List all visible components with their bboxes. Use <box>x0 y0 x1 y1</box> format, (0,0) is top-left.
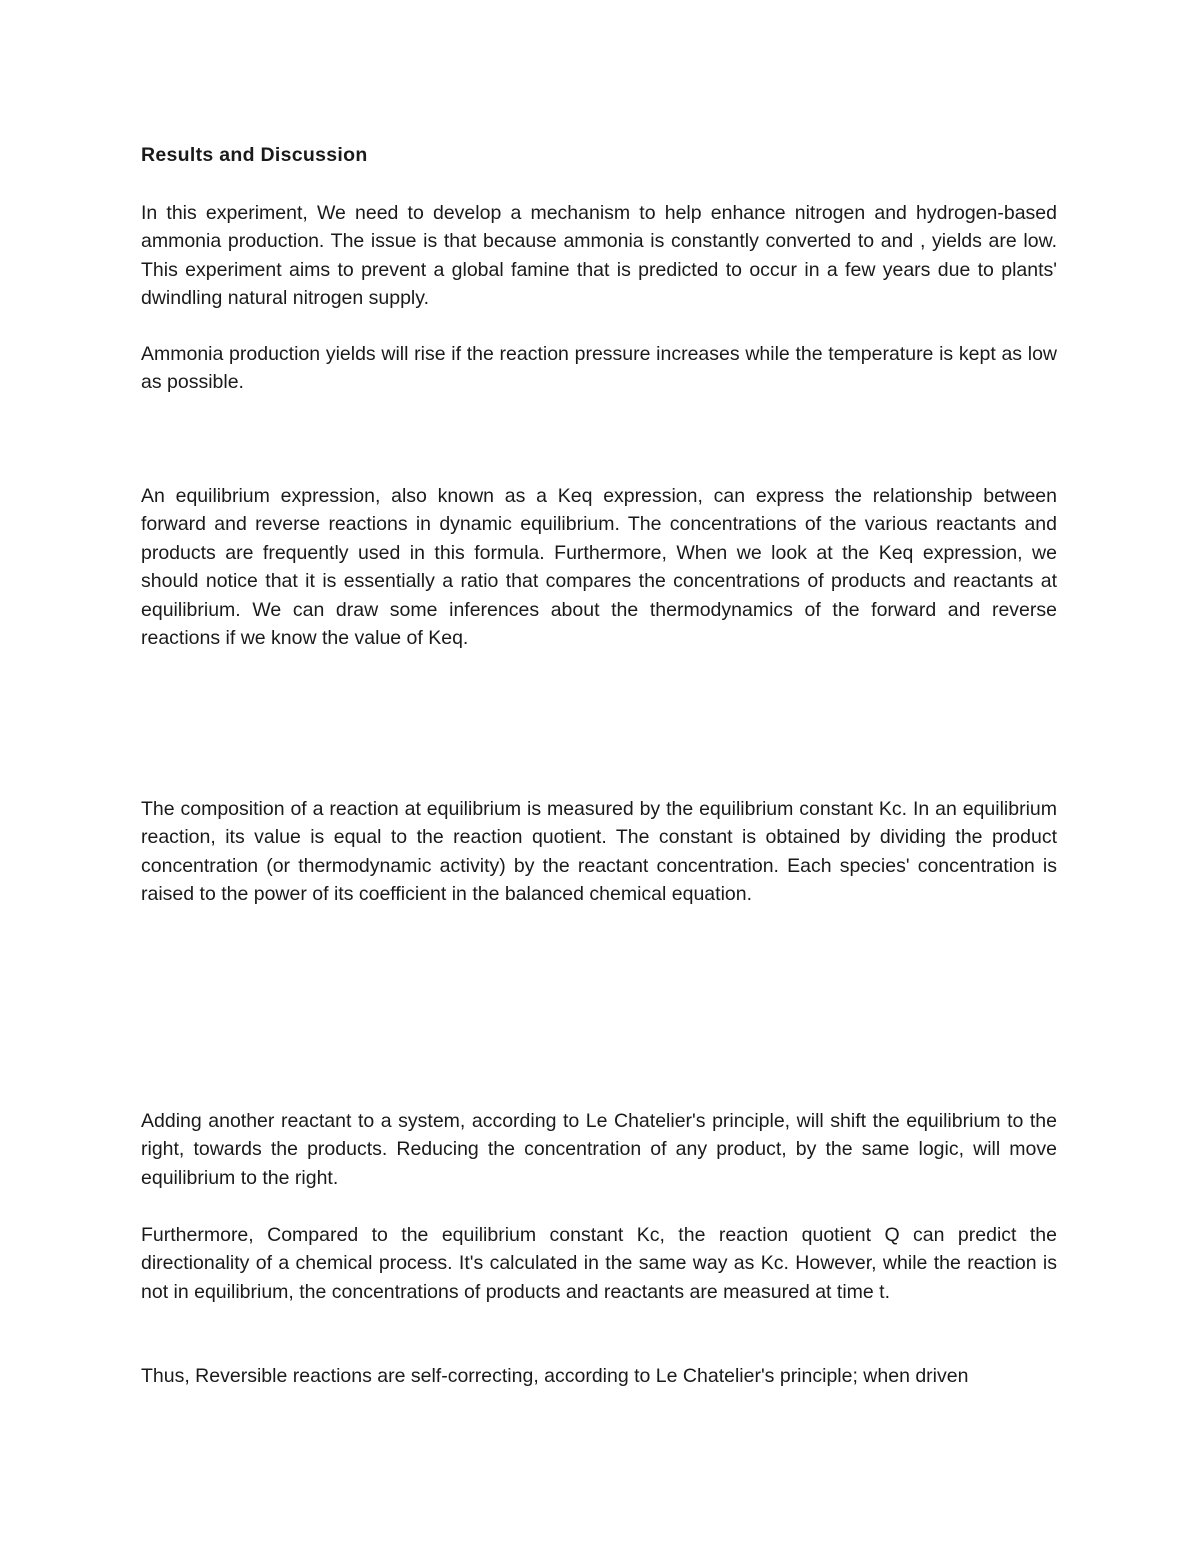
paragraph-equilibrium-constant: The composition of a reaction at equilibrium is measured by the equilibrium constant Kc. In an equilibrium reaction, its value is equal to the reaction quotient. The constant is obtained by dividing the product concentration (or thermodynamic activity) by the reactant concentration. Each species' concentration is raised to the power of its coefficient in the balanced chemical equation. <box>141 798 1057 906</box>
paragraph-intro: In this experiment, We need to develop a mechanism to help enhance nitrogen and hydrogen-based ammonia production. The issue is that because ammonia is constantly converted to and , yields are low. This experiment aims to prevent a global famine that is predicted to occur in a few years due to plants' dwindling natural nitrogen supply. <box>141 202 1057 310</box>
paragraph-keq-expression: An equilibrium expression, also known as a Keq expression, can express the relationship between forward and reverse reactions in dynamic equilibrium. The concentrations of the various reactants and products are frequently used in this formula. Furthermore, When we look at the Keq expression, we should notice that it is essentially a ratio that compares the concentrations of products and reactants at equilibrium. We can draw some inferences about the thermodynamics of the forward and reverse reactions if we know the value of Keq. <box>141 485 1057 650</box>
paragraph-ammonia-yields: Ammonia production yields will rise if the reaction pressure increases while the temperature is kept as low as possible. <box>141 343 1057 394</box>
paragraph-conclusion: Thus, Reversible reactions are self-correcting, according to Le Chatelier's principle; when driven <box>141 1365 969 1387</box>
section-heading: Results and Discussion <box>141 144 368 166</box>
paragraph-le-chatelier: Adding another reactant to a system, according to Le Chatelier's principle, will shift the equilibrium to the right, towards the products. Reducing the concentration of any product, by the same logic, will move equilibrium to the right. <box>141 1110 1057 1189</box>
paragraph-reaction-quotient: Furthermore, Compared to the equilibrium constant Kc, the reaction quotient Q can predict the directionality of a chemical process. It's calculated in the same way as Kc. However, while the reaction is not in equilibrium, the concentrations of products and reactants are measured at time t. <box>141 1224 1057 1303</box>
